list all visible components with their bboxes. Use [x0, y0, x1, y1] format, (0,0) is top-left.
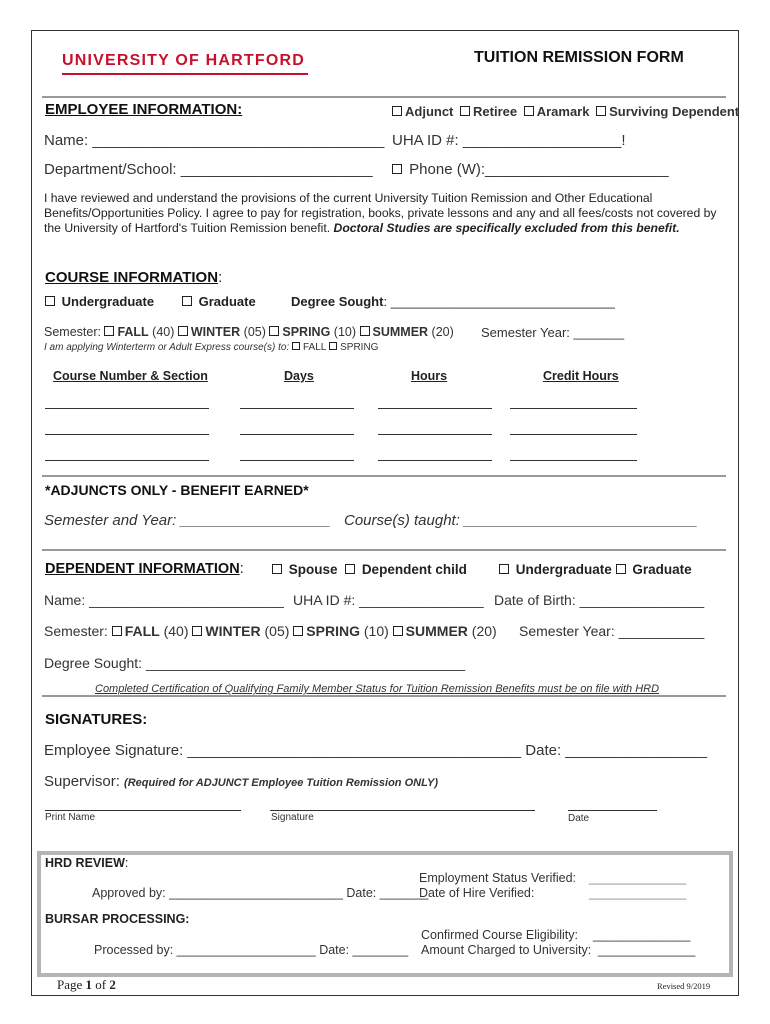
summer-checkbox[interactable]: [360, 326, 370, 336]
revision-date: Revised 9/2019: [657, 981, 711, 991]
divider: [42, 549, 726, 551]
page-number: [57, 977, 116, 993]
spouse-checkbox[interactable]: [272, 564, 282, 574]
employee-signature-field[interactable]: Employee Signature: ________________________________________ Date: _________________: [44, 742, 708, 759]
col-credit-hours: Credit Hours: [543, 369, 619, 383]
graduate-option[interactable]: [182, 294, 256, 309]
degree-sought-label: Degree Sought: [291, 294, 384, 309]
form-title: TUITION REMISSION FORM: [474, 49, 684, 66]
dependent-semester-label: Semester:: [44, 623, 112, 639]
course-row-1-hours[interactable]: [378, 408, 492, 409]
signature-caption: Signature: [271, 812, 314, 823]
adjuncts-heading: *ADJUNCTS ONLY - BENEFIT EARNED*: [45, 482, 309, 498]
hrd-colon: :: [124, 856, 129, 870]
phone-checkbox[interactable]: [392, 164, 402, 174]
processed-by-field[interactable]: Processed by: ____________________ Date: ________: [94, 943, 409, 957]
course-row-2-days[interactable]: [240, 434, 354, 435]
graduate-label: Graduate: [198, 294, 256, 309]
employee-uha-id-field[interactable]: UHA ID #: ___________________!: [392, 132, 626, 149]
hrd-review-heading-row: [45, 856, 128, 870]
dependent-winter-checkbox[interactable]: [192, 626, 202, 636]
winter-label: WINTER: [190, 325, 241, 339]
dependent-spring-label: SPRING: [306, 623, 360, 639]
logo-underline: [62, 73, 308, 75]
dependent-winter-code: (05): [260, 623, 294, 639]
spring-checkbox[interactable]: [269, 326, 279, 336]
date-caption: Date: [568, 813, 590, 824]
adjunct-checkbox[interactable]: [392, 106, 402, 116]
doctoral-exclusion: Doctoral Studies are specifically excluded from this benefit.: [333, 221, 680, 235]
phone-field[interactable]: [392, 161, 669, 178]
date-of-hire-verified-blank[interactable]: ______________: [589, 886, 687, 900]
undergraduate-label: Undergraduate: [61, 294, 155, 309]
employee-type-options: [392, 104, 739, 119]
signatures-heading: SIGNATURES:: [45, 711, 148, 728]
supervisor-row: [44, 773, 438, 790]
employee-name-field[interactable]: Name: ___________________________________: [44, 132, 385, 149]
winter-code: (05): [240, 325, 270, 339]
dependent-fall-checkbox[interactable]: [112, 626, 122, 636]
course-row-1-days[interactable]: [240, 408, 354, 409]
dependent-fall-code: (40): [159, 623, 193, 639]
fall-checkbox[interactable]: [104, 326, 114, 336]
dependent-graduate-checkbox[interactable]: [616, 564, 626, 574]
department-field[interactable]: Department/School: _______________________: [44, 161, 373, 178]
winterterm-note-text: I am applying Winterterm or Adult Express course(s) to:: [44, 342, 290, 353]
dependent-summer-checkbox[interactable]: [393, 626, 403, 636]
graduate-checkbox[interactable]: [182, 296, 192, 306]
dependent-heading-row: [45, 561, 244, 577]
supervisor-note: (Required for ADJUNCT Employee Tuition Remission ONLY): [124, 777, 438, 789]
adjunct-label: Adjunct: [405, 104, 454, 119]
aramark-checkbox[interactable]: [524, 106, 534, 116]
dependent-summer-label: SUMMER: [405, 623, 468, 639]
employment-status-verified-blank[interactable]: ______________: [589, 871, 687, 885]
spring-code: (10): [330, 325, 360, 339]
dependent-semester-year-field[interactable]: Semester Year: ___________: [519, 623, 705, 639]
adjunct-semester-year-field[interactable]: Semester and Year: __________________: [44, 512, 331, 529]
winterterm-spring-checkbox[interactable]: [329, 342, 337, 350]
course-semester-options: [44, 325, 454, 339]
divider: [42, 475, 726, 477]
supervisor-label: Supervisor: [44, 773, 116, 790]
winterterm-note: [44, 342, 378, 353]
dependent-dob-field[interactable]: Date of Birth: ________________: [494, 592, 705, 608]
winter-checkbox[interactable]: [178, 326, 188, 336]
undergraduate-option[interactable]: [45, 294, 154, 309]
col-days: Days: [284, 369, 314, 383]
divider: [42, 96, 726, 98]
course-row-3-hours[interactable]: [378, 460, 492, 461]
course-row-3-credits[interactable]: [510, 460, 637, 461]
dependent-spring-code: (10): [359, 623, 393, 639]
amount-charged-label: Amount Charged to University:: [421, 943, 592, 957]
dependent-undergraduate-label: Undergraduate: [515, 562, 612, 577]
date-of-hire-verified-label: Date of Hire Verified:: [419, 886, 535, 900]
summer-code: (20): [428, 325, 454, 339]
semester-label: Semester:: [44, 325, 105, 339]
fall-code: (40): [148, 325, 178, 339]
supervisor-signature-line[interactable]: [270, 810, 535, 811]
adjunct-courses-taught-field[interactable]: Course(s) taught: ____________________________: [344, 512, 698, 529]
bursar-processing-heading: BURSAR PROCESSING:: [45, 912, 190, 926]
dependent-semester-options: [44, 623, 497, 639]
dependent-undergraduate-checkbox[interactable]: [499, 564, 509, 574]
surviving-dependent-label: Surviving Dependent: [609, 104, 740, 119]
spring-label: SPRING: [282, 325, 331, 339]
col-course-number: Course Number & Section: [53, 369, 208, 383]
amount-charged-blank[interactable]: ______________: [598, 943, 696, 957]
dependent-spring-checkbox[interactable]: [293, 626, 303, 636]
summer-label: SUMMER: [372, 325, 429, 339]
course-row-1-number[interactable]: [45, 408, 209, 409]
dependent-colon: :: [239, 561, 244, 577]
policy-acknowledgement: [44, 191, 728, 236]
page-current: 1: [85, 977, 93, 992]
dependent-fall-label: FALL: [124, 623, 160, 639]
undergraduate-checkbox[interactable]: [45, 296, 55, 306]
course-row-3-number[interactable]: [45, 460, 209, 461]
supervisor-date-line[interactable]: [568, 810, 657, 811]
page-of: of: [92, 977, 110, 992]
aramark-label: Aramark: [536, 104, 590, 119]
policy-text: I have reviewed and understand the provisions of the current University Tuition Remission and Other Educational Benefits/Opportunities Policy. I agree to pay for registration, books, private lessons and any and all fees/costs not covered by the University of Hartford's Tuition Remission benefit.: [44, 191, 717, 235]
retiree-checkbox[interactable]: [460, 106, 470, 116]
course-eligibility-label: Confirmed Course Eligibility:: [421, 928, 579, 942]
degree-sought-blank: : _______________________________: [383, 294, 615, 309]
surviving-dependent-checkbox[interactable]: [596, 106, 606, 116]
winterterm-fall-checkbox[interactable]: [292, 342, 300, 350]
retiree-label: Retiree: [473, 104, 518, 119]
course-row-2-number[interactable]: [45, 434, 209, 435]
university-logo: UNIVERSITY OF HARTFORD: [62, 52, 306, 69]
employee-info-heading: EMPLOYEE INFORMATION:: [45, 101, 243, 118]
dependent-name-field[interactable]: Name: _________________________: [44, 592, 284, 608]
dependent-level-options: [499, 562, 692, 577]
dependent-uha-id-field[interactable]: UHA ID #: ________________: [293, 592, 484, 608]
approved-by-field[interactable]: Approved by: _________________________ Date: _______: [92, 886, 429, 900]
employment-status-verified-label: Employment Status Verified:: [419, 871, 577, 885]
certification-note: Completed Certification of Qualifying Family Member Status for Tuition Remission Benefits must be on file with HRD: [95, 683, 660, 695]
page-total: 2: [109, 977, 116, 992]
page-label: Page: [57, 977, 86, 992]
dependent-relation-options: [272, 562, 467, 577]
dependent-summer-code: (20): [467, 623, 497, 639]
course-colon: :: [218, 269, 223, 286]
dependent-degree-field[interactable]: Degree Sought: _________________________________________: [44, 655, 466, 671]
col-hours: Hours: [411, 369, 448, 383]
course-row-2-credits[interactable]: [510, 434, 637, 435]
winterterm-spring-label: SPRING: [340, 342, 379, 353]
supervisor-colon: :: [115, 773, 120, 790]
course-row-2-hours[interactable]: [378, 434, 492, 435]
hrd-review-heading: HRD REVIEW: [45, 856, 125, 870]
course-info-heading: COURSE INFORMATION: [45, 269, 219, 286]
dependent-graduate-label: Graduate: [632, 562, 692, 577]
phone-label: Phone (W):______________________: [409, 161, 669, 178]
course-row-3-days[interactable]: [240, 460, 354, 461]
course-semester-year-field[interactable]: Semester Year: _______: [481, 325, 625, 340]
spouse-label: Spouse: [288, 562, 338, 577]
degree-sought-field[interactable]: [291, 294, 615, 309]
course-eligibility-blank[interactable]: ______________: [593, 928, 691, 942]
dependent-child-checkbox[interactable]: [345, 564, 355, 574]
fall-label: FALL: [117, 325, 149, 339]
divider: [42, 695, 726, 697]
supervisor-print-name-line[interactable]: [45, 810, 241, 811]
dependent-child-label: Dependent child: [361, 562, 467, 577]
course-info-heading-row: [45, 269, 222, 286]
print-name-caption: Print Name: [45, 812, 96, 823]
course-row-1-credits[interactable]: [510, 408, 637, 409]
dependent-winter-label: WINTER: [205, 623, 261, 639]
winterterm-fall-label: FALL: [302, 342, 327, 353]
dependent-info-heading: DEPENDENT INFORMATION: [45, 561, 240, 577]
